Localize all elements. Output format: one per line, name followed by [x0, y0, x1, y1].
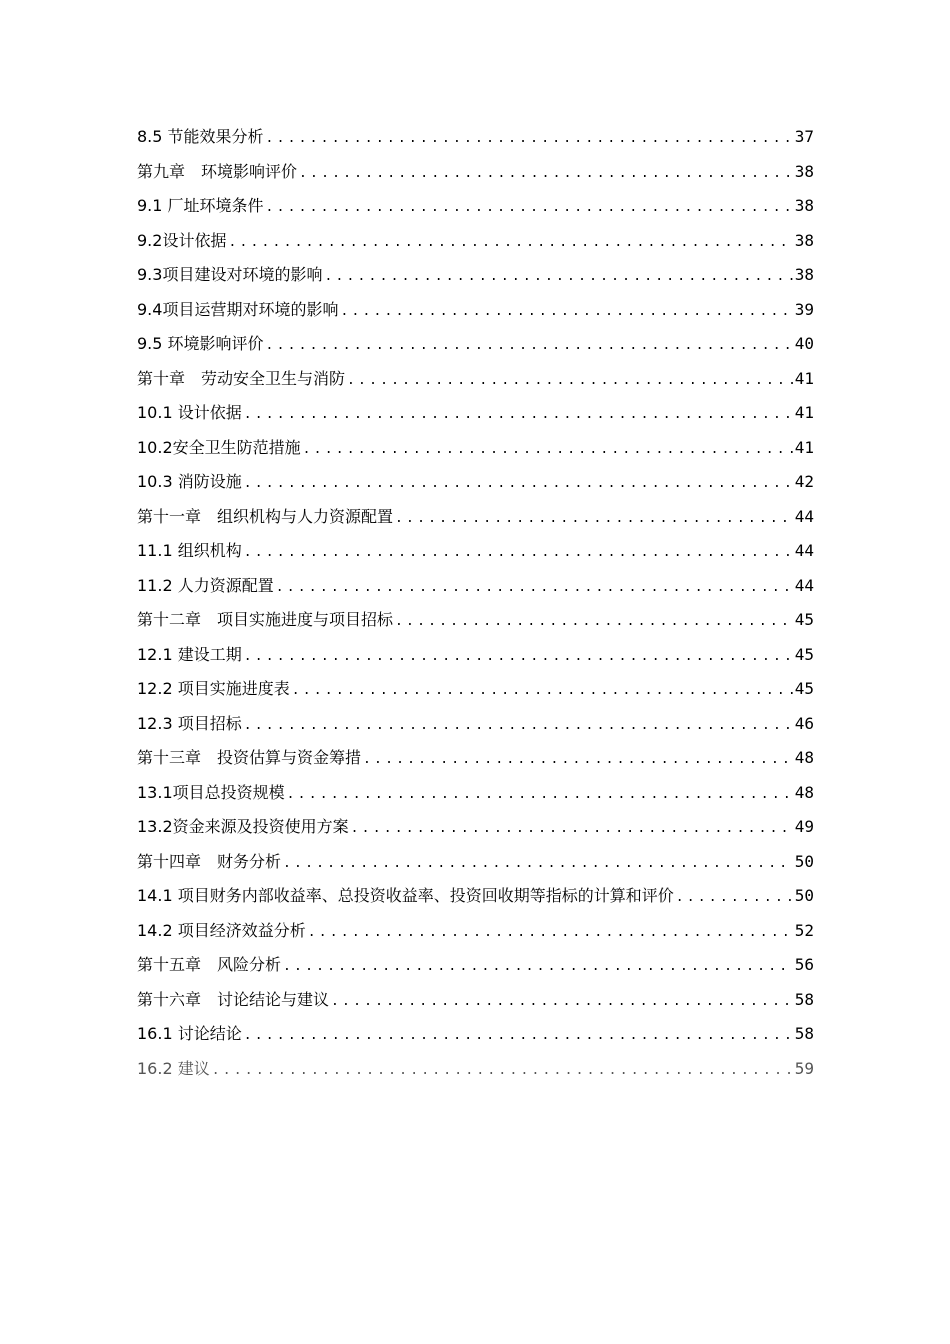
toc-entry-title: 第九章 环境影响评价 [137, 161, 298, 181]
toc-entry[interactable] [137, 396, 814, 431]
dot-leader [266, 191, 793, 224]
toc-entry-page: 41 [794, 437, 814, 457]
toc-entry-page: 50 [794, 886, 814, 905]
toc-entry-title: 10.1 设计依据 [137, 403, 242, 422]
toc-entry-page: 58 [794, 989, 814, 1009]
toc-entry-title: 12.2 项目实施进度表 [137, 679, 290, 698]
toc-entry-page: 45 [794, 679, 814, 698]
toc-entry[interactable] [137, 776, 814, 811]
toc-entry-page: 45 [794, 644, 814, 664]
dot-leader [395, 605, 793, 638]
toc-entry[interactable] [137, 500, 814, 535]
toc-entry-title: 9.4项目运营期对环境的影响 [137, 299, 339, 319]
dot-leader [676, 881, 793, 914]
toc-entry[interactable] [137, 879, 814, 914]
dot-leader [283, 950, 793, 983]
table-of-contents [137, 120, 814, 1086]
toc-entry-page: 38 [794, 265, 814, 284]
dot-leader [244, 640, 793, 673]
toc-entry[interactable] [137, 293, 814, 328]
toc-entry-page: 38 [794, 196, 814, 215]
toc-entry[interactable] [137, 845, 814, 880]
toc-entry-page: 50 [794, 851, 814, 871]
toc-entry[interactable] [137, 362, 814, 397]
toc-entry-page: 44 [794, 506, 814, 526]
toc-entry-page: 48 [794, 748, 814, 767]
dot-leader [244, 1019, 793, 1052]
toc-entry-title: 8.5 节能效果分析 [137, 127, 264, 146]
toc-entry-page: 39 [794, 299, 814, 319]
dot-leader [244, 398, 793, 431]
toc-entry[interactable] [137, 948, 814, 983]
toc-entry[interactable] [137, 603, 814, 638]
toc-entry-page: 45 [794, 610, 814, 629]
dot-leader [292, 674, 793, 707]
toc-entry-page: 49 [794, 817, 814, 836]
toc-entry-title: 10.3 消防设施 [137, 472, 242, 491]
toc-entry-page: 41 [794, 403, 814, 422]
toc-entry-page: 38 [794, 161, 814, 181]
dot-leader [287, 778, 793, 811]
toc-entry-page: 52 [794, 920, 814, 940]
dot-leader [276, 571, 793, 604]
toc-entry-page: 48 [794, 782, 814, 802]
toc-entry[interactable] [137, 120, 814, 155]
toc-entry-page: 41 [794, 368, 814, 388]
toc-entry[interactable] [137, 569, 814, 604]
dot-leader [331, 985, 793, 1018]
dot-leader [266, 122, 793, 155]
toc-entry-title: 13.1项目总投资规模 [137, 782, 285, 802]
toc-entry-title: 第十四章 财务分析 [137, 851, 282, 871]
toc-entry-page: 56 [794, 955, 814, 974]
toc-entry[interactable] [137, 707, 814, 742]
toc-entry-title: 9.3项目建设对环境的影响 [137, 265, 323, 284]
toc-entry[interactable] [137, 741, 814, 776]
dot-leader [228, 226, 792, 259]
toc-entry-title: 11.2 人力资源配置 [137, 575, 274, 595]
dot-leader [212, 1054, 793, 1087]
toc-entry-title: 16.1 讨论结论 [137, 1024, 242, 1043]
dot-leader [244, 536, 793, 569]
toc-entry-page: 44 [794, 575, 814, 595]
toc-entry-title: 9.2设计依据 [137, 230, 227, 250]
toc-entry[interactable] [137, 189, 814, 224]
dot-leader [244, 467, 793, 500]
toc-entry-title: 13.2资金来源及投资使用方案 [137, 817, 349, 836]
toc-entry-page: 58 [794, 1024, 814, 1043]
dot-leader [303, 433, 793, 466]
toc-entry[interactable] [137, 155, 814, 190]
dot-leader [395, 502, 793, 535]
toc-entry[interactable] [137, 1017, 814, 1052]
toc-entry[interactable] [137, 534, 814, 569]
toc-entry[interactable] [137, 465, 814, 500]
dot-leader [308, 916, 793, 949]
toc-entry[interactable] [137, 327, 814, 362]
toc-entry-title: 9.5 环境影响评价 [137, 334, 264, 353]
toc-entry-page: 37 [794, 127, 814, 146]
toc-entry-page: 59 [794, 1058, 814, 1078]
toc-entry-title: 11.1 组织机构 [137, 541, 242, 560]
toc-entry-title: 16.2 建议 [137, 1058, 210, 1078]
toc-entry[interactable] [137, 431, 814, 466]
toc-entry-title: 14.2 项目经济效益分析 [137, 920, 306, 940]
toc-entry-title: 第十一章 组织机构与人力资源配置 [137, 506, 394, 526]
toc-entry-title: 14.1 项目财务内部收益率、总投资收益率、投资回收期等指标的计算和评价 [137, 886, 674, 905]
toc-entry[interactable] [137, 1052, 814, 1087]
dot-leader [324, 260, 792, 293]
toc-entry[interactable] [137, 810, 814, 845]
toc-entry-page: 44 [794, 541, 814, 560]
dot-leader [363, 743, 793, 776]
toc-entry-title: 第十章 劳动安全卫生与消防 [137, 368, 346, 388]
dot-leader [340, 295, 792, 328]
dot-leader [244, 709, 793, 742]
toc-entry-page: 40 [794, 334, 814, 353]
toc-entry-title: 12.1 建设工期 [137, 644, 242, 664]
dot-leader [347, 364, 793, 397]
toc-entry-title: 第十二章 项目实施进度与项目招标 [137, 610, 394, 629]
toc-entry-title: 10.2安全卫生防范措施 [137, 437, 301, 457]
dot-leader [299, 157, 793, 190]
toc-entry-title: 9.1 厂址环境条件 [137, 196, 264, 215]
toc-entry[interactable] [137, 638, 814, 673]
toc-entry-title: 第十六章 讨论结论与建议 [137, 989, 330, 1009]
toc-entry[interactable] [137, 914, 814, 949]
toc-entry-title: 第十五章 风险分析 [137, 955, 282, 974]
toc-entry-page: 46 [794, 713, 814, 733]
toc-entry-title: 第十三章 投资估算与资金筹措 [137, 748, 362, 767]
dot-leader [266, 329, 793, 362]
toc-entry[interactable] [137, 672, 814, 707]
toc-entry-title: 12.3 项目招标 [137, 713, 242, 733]
dot-leader [351, 812, 793, 845]
toc-entry[interactable] [137, 983, 814, 1018]
toc-entry[interactable] [137, 224, 814, 259]
toc-entry[interactable] [137, 258, 814, 293]
toc-entry-page: 38 [794, 230, 814, 250]
dot-leader [283, 847, 793, 880]
toc-entry-page: 42 [794, 472, 814, 491]
